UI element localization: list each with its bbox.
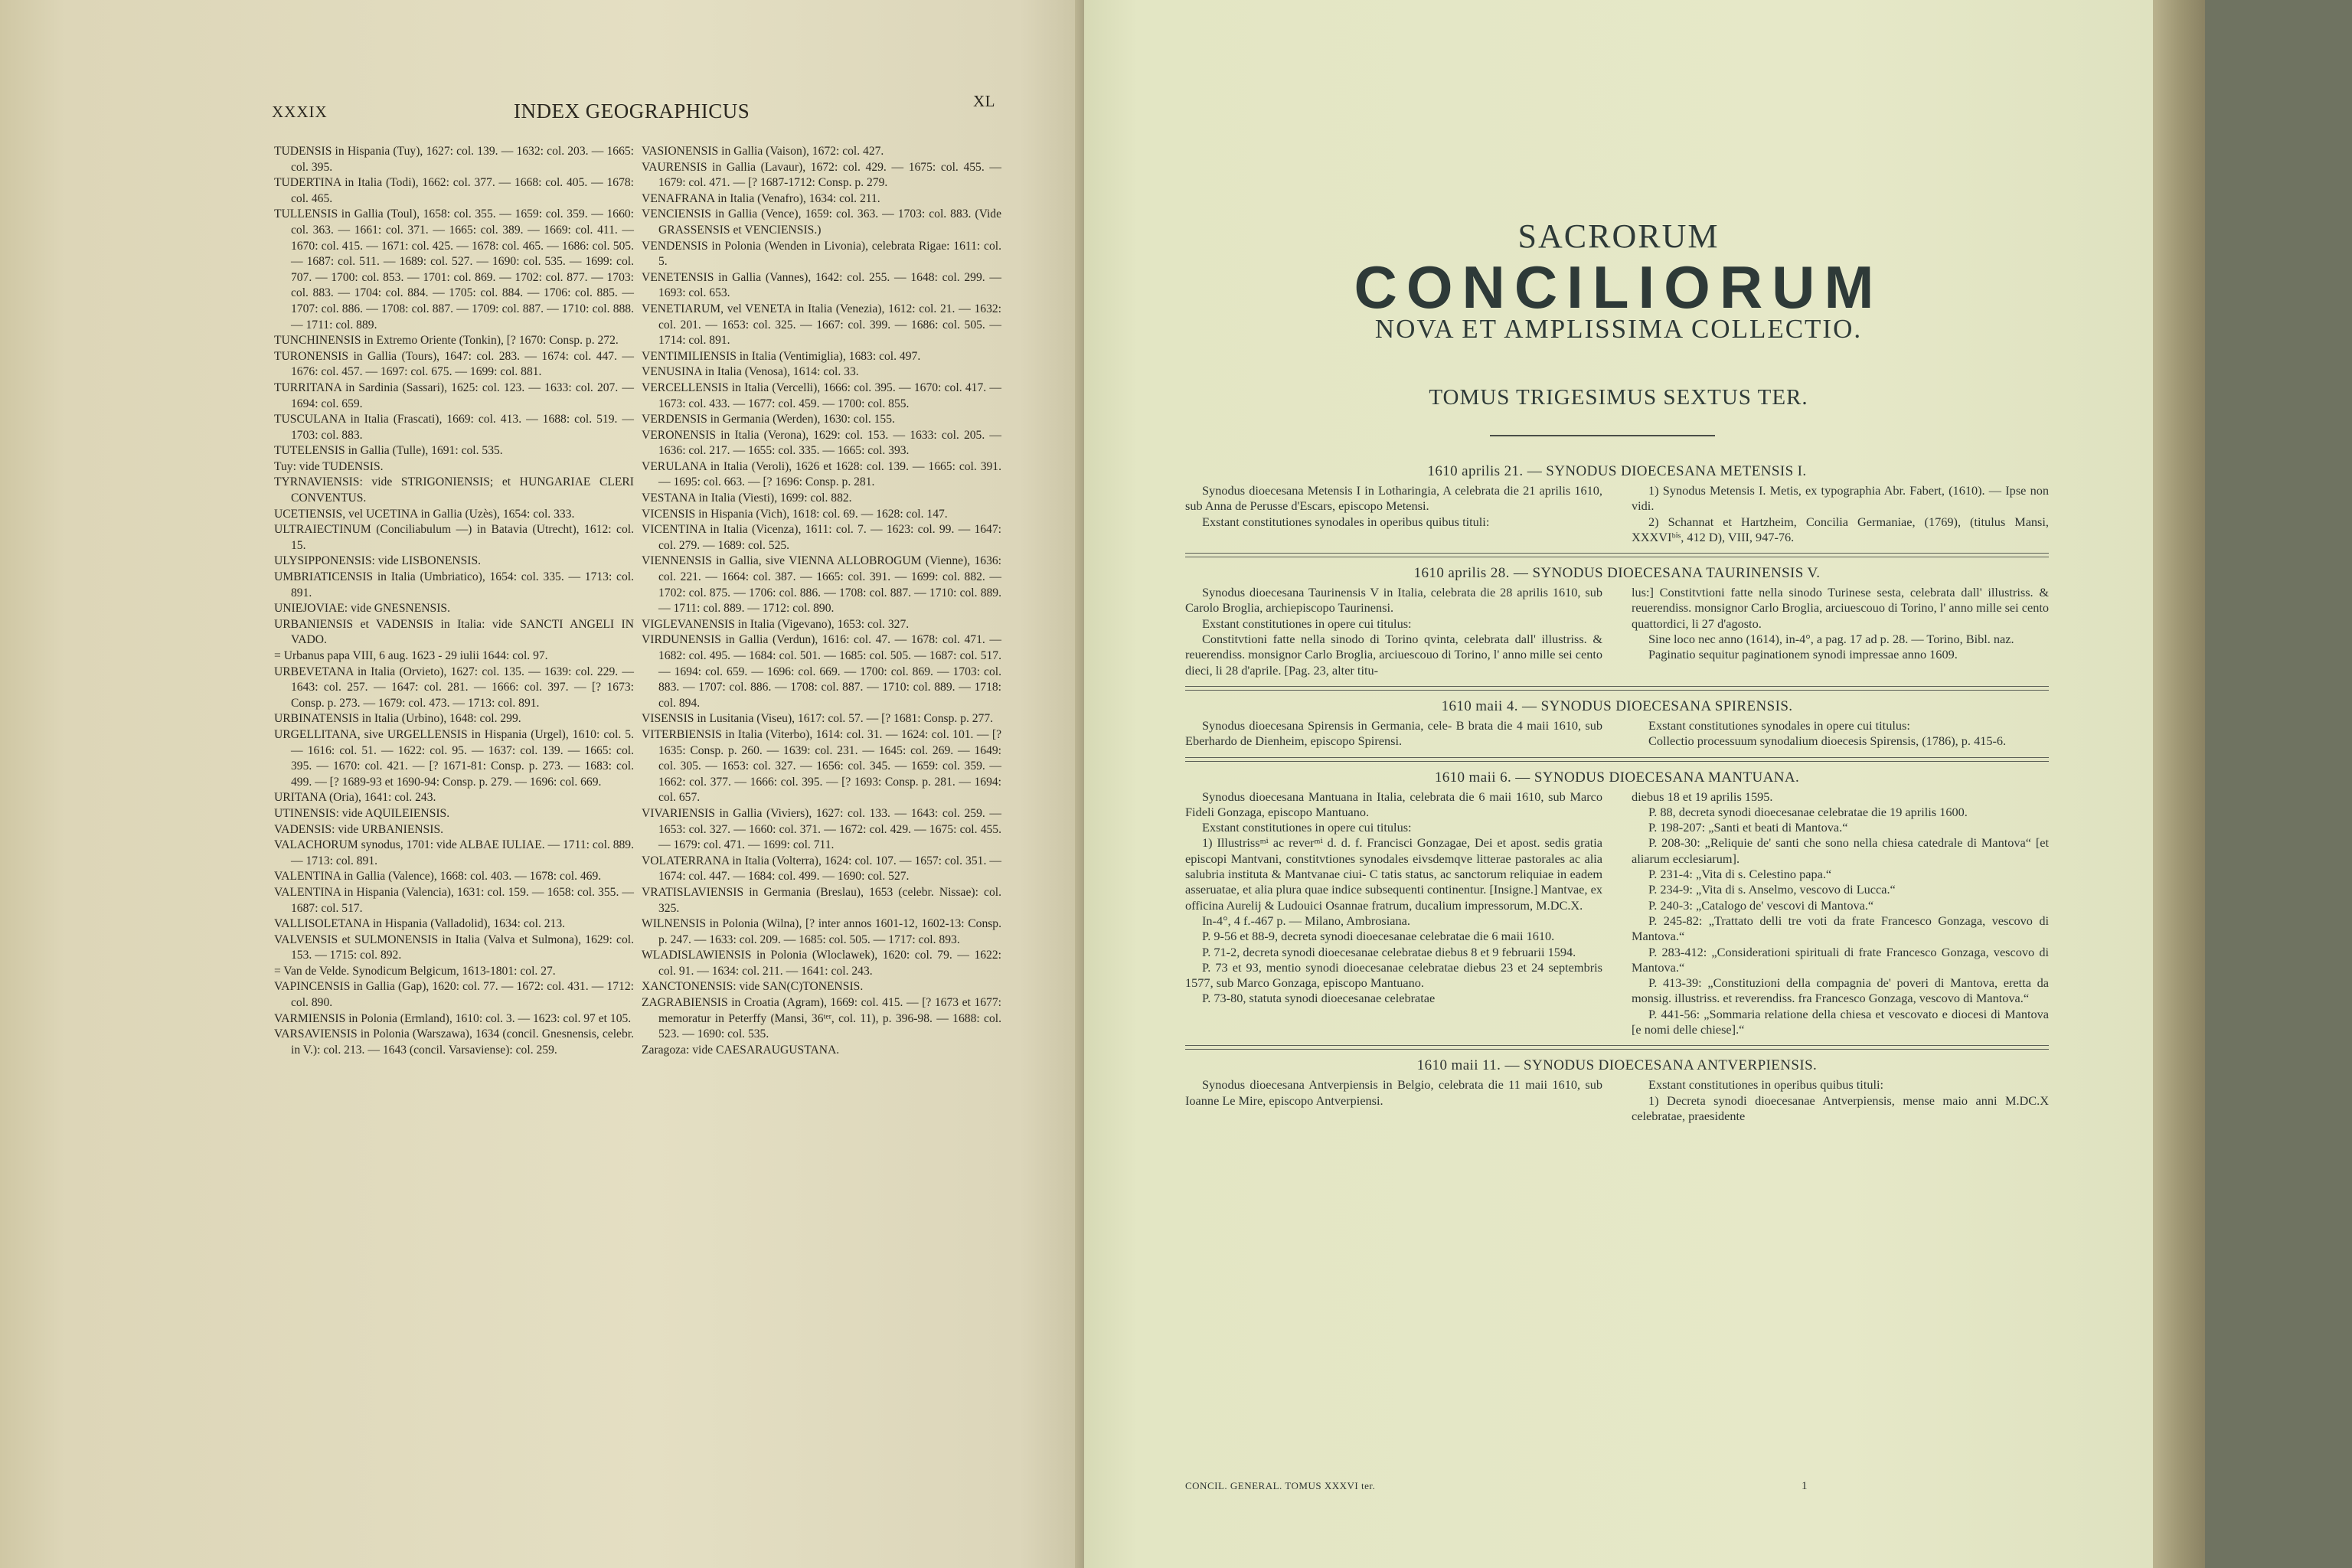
section-paragraph: Exstant constitutiones in operibus quibus tituli: (1648, 1077, 1884, 1093)
section-paragraph: Collectio processuum synodalium dioecesis Spirensis, (1786), p. 415-6. (1648, 733, 2007, 749)
book-edge (2153, 0, 2205, 1568)
left-page-header (272, 92, 995, 130)
index-entry: UMBRIATICENSIS in Italia (Umbriatico), 1654: col. 335. — 1713: col. 891. (274, 570, 634, 599)
section-paragraph: Sine loco nec anno (1614), in-4°, a pag. 17 ad p. 28. — Torino, Bibl. naz. (1648, 632, 2014, 647)
section-paragraph: 2) Schannat et Hartzheim, Concilia Germaniae, (1769), (titulus Mansi, XXXVIᵇⁱˢ, 412 D), VIII, 947-76. (1632, 514, 2049, 544)
section-heading: 1610 aprilis 21. — SYNODUS DIOECESANA METENSIS I. (1427, 463, 1807, 479)
index-entry: VESTANA in Italia (Viesti), 1699: col. 882. (642, 492, 852, 505)
section-divider (1185, 1045, 2049, 1050)
section-paragraph: Synodus dioecesana Mantuana in Italia, celebrata die 6 maii 1610, sub Marco Fideli Gonzaga, episcopo Mantuano. (1185, 789, 1602, 819)
section-paragraph: Paginatio sequitur paginationem synodi impressae anno 1609. (1648, 647, 1958, 662)
index-entry: ZAGRABIENSIS in Croatia (Agram), 1669: col. 415. — [? 1673 et 1677: memoratur in Peterffy (Mansi, 36ᵗᵉʳ, col. 11), p. 396-98. — 1688: col. 523. — 1690: col. 535. (642, 996, 1001, 1041)
synod-section (1185, 565, 2049, 678)
section-paragraph: Synodus dioecesana Spirensis in Germania, cele- B brata die 4 maii 1610, sub Eberhardo de Dienheim, episcopo Spirensi. (1185, 717, 1602, 749)
section-column-right (1632, 789, 2049, 1038)
section-column-right (1632, 585, 2049, 678)
page-footer (1185, 1480, 2049, 1492)
section-paragraph: P. 240-3: „Catalogo de' vescovi di Mantova.“ (1648, 897, 1874, 913)
index-entry: Tuy: vide TUDENSIS. (274, 459, 384, 473)
synod-section (1185, 463, 2049, 545)
section-column-left (1185, 789, 1602, 1038)
footer-signature: CONCIL. GENERAL. TOMUS XXXVI ter. (1185, 1480, 1376, 1491)
index-entry: VAURENSIS in Gallia (Lavaur), 1672: col. 429. — 1675: col. 455. — 1679: col. 471. — [? 1687-1712: Consp. p. 279. (642, 160, 1001, 190)
index-entry: VERONENSIS in Italia (Verona), 1629: col. 153. — 1633: col. 205. — 1636: col. 217. — 1655: col. 335. — 1665: col. 393. (642, 428, 1001, 458)
synod-section (1185, 1057, 2049, 1124)
index-entry: VARMIENSIS in Polonia (Ermland), 1610: col. 3. — 1623: col. 97 et 105. (274, 1011, 632, 1025)
index-entry: VALVENSIS et SULMONENSIS in Italia (Valva et Sulmona), 1629: col. 153. — 1715: col. 892. (274, 933, 634, 962)
section-paragraph: P. 9-56 et 88-9, decreta synodi dioecesanae celebratae die 6 maii 1610. (1202, 929, 1555, 944)
index-entry: TUNCHINENSIS in Extremo Oriente (Tonkin), [? 1670: Consp. p. 272. (274, 334, 619, 348)
page-number-right: XL (973, 92, 995, 110)
index-entry: URBEVETANA in Italia (Orvieto), 1627: col. 135. — 1639: col. 229. — 1643: col. 257. — 1647: col. 281. — 1666: col. 397. — [? 1673: Consp. p. 273. — 1679: col. 473. — 1713: col. 891. (274, 665, 634, 710)
section-paragraph: P. 441-56: „Sommaria relatione della chiesa et vescovato e diocesi di Mantova [e nomi delle chiese].“ (1632, 1006, 2049, 1037)
index-entry: VIVARIENSIS in Gallia (Viviers), 1627: col. 133. — 1643: col. 259. — 1653: col. 327. — 1660: col. 371. — 1672: col. 429. — 1675: col. 455. — 1679: col. 471. — 1699: col. 711. (642, 806, 1001, 852)
index-entry: ULTRAIECTINUM (Conciliabulum —) in Batavia (Utrecht), 1612: col. 15. (274, 523, 634, 552)
section-column-left (1185, 1077, 1602, 1124)
section-paragraph: 1) Synodus Metensis I. Metis, ex typographia Abr. Fabert, (1610). — Ipse non vidi. (1632, 483, 2049, 514)
section-paragraph: P. 283-412: „Considerationi spirituali di frate Francesco Gonzaga, vescovo di Mantova.“ (1632, 944, 2049, 975)
index-entry: VICENTINA in Italia (Vicenza), 1611: col. 7. — 1623: col. 99. — 1647: col. 279. — 1689: col. 525. (642, 523, 1001, 552)
section-paragraph: Synodus dioecesana Taurinensis V in Italia, celebrata die 28 aprilis 1610, sub Carolo Broglia, archiepiscopo Taurinensi. (1185, 585, 1602, 616)
section-paragraph: 1) Decreta synodi dioecesanae Antverpiensis, mense maio anni M.DC.X celebratae, praesidente (1632, 1093, 2049, 1123)
index-entry: = Urbanus papa VIII, 6 aug. 1623 - 29 iulii 1644: col. 97. (274, 649, 548, 662)
index-entry: TUDERTINA in Italia (Todi), 1662: col. 377. — 1668: col. 405. — 1678: col. 465. (274, 176, 634, 205)
synod-sections (1185, 463, 2049, 1130)
index-entry: VALENTINA in Hispania (Valencia), 1631: col. 159. — 1658: col. 355. — 1687: col. 517. (274, 885, 634, 915)
index-entry: VARSAVIENSIS in Polonia (Warszawa), 1634 (concil. Gnesnensis, celebr. in V.): col. 213. — 1643 (concil. Varsaviense): col. 259. (274, 1027, 634, 1057)
left-page (0, 0, 1084, 1568)
index-entry: VERCELLENSIS in Italia (Vercelli), 1666: col. 395. — 1670: col. 417. — 1673: col. 433. — 1677: col. 459. — 1700: col. 855. (642, 381, 1001, 410)
section-paragraph: P. 73 et 93, mentio synodi dioecesanae celebratae diebus 23 et 24 septembris 1577, sub Marco Gonzaga, episcopo Mantuano. (1185, 959, 1602, 991)
index-entry: VASIONENSIS in Gallia (Vaison), 1672: col. 427. (642, 145, 884, 158)
section-paragraph: Synodus dioecesana Antverpiensis in Belgio, celebrata die 11 maii 1610, sub Ioanne Le Mire, episcopo Antverpiensi. (1185, 1077, 1602, 1108)
section-column-left (1185, 483, 1602, 545)
index-entry: TYRNAVIENSIS: vide STRIGONIENSIS; et HUNGARIAE CLERI CONVENTUS. (274, 475, 634, 505)
section-heading: 1610 maii 6. — SYNODUS DIOECESANA MANTUANA. (1434, 769, 1800, 786)
title-conciliorum: CONCILIORUM (1354, 253, 1883, 321)
title-sacrorum: SACRORUM (1517, 217, 1720, 255)
index-entry: VALLISOLETANA in Hispania (Valladolid), 1634: col. 213. (274, 917, 566, 931)
section-heading: 1610 maii 4. — SYNODUS DIOECESANA SPIRENSIS. (1441, 697, 1793, 714)
section-paragraph: Exstant constitutiones in opere cui titulus: (1202, 616, 1412, 631)
index-entry: UTINENSIS: vide AQUILEIENSIS. (274, 806, 450, 820)
section-column-right (1632, 483, 2049, 545)
index-entry: VENUSINA in Italia (Venosa), 1614: col. 33. (642, 365, 859, 379)
index-entry: VITERBIENSIS in Italia (Viterbo), 1614: col. 31. — 1624: col. 101. — [? 1635: Consp. p. 260. — 1639: col. 231. — 1645: col. 269. — 1649: col. 305. — 1653: col. 327. — 1656: col. 345. — 1659: col. 359. — 1662: col. 377. — 1666: col. 395. — [? 1693: Consp. p. 281. — 1694: col. 657. (642, 727, 1001, 805)
index-entry: WLADISLAWIENSIS in Polonia (Wloclawek), 1620: col. 79. — 1622: col. 91. — 1634: col. 211. — 1641: col. 243. (642, 949, 1001, 978)
section-paragraph: P. 234-9: „Vita di s. Anselmo, vescovo di Lucca.“ (1648, 882, 1896, 897)
index-entry: VENETENSIS in Gallia (Vannes), 1642: col. 255. — 1648: col. 299. — 1693: col. 653. (642, 270, 1001, 300)
index-entry: VIGLEVANENSIS in Italia (Vigevano), 1653: col. 327. (642, 617, 910, 631)
index-entry: VRATISLAVIENSIS in Germania (Breslau), 1653 (celebr. Nissae): col. 325. (642, 885, 1001, 915)
index-entry: URBINATENSIS in Italia (Urbino), 1648: col. 299. (274, 712, 521, 726)
section-paragraph: P. 88, decreta synodi dioecesanae celebratae die 19 aprilis 1600. (1648, 804, 1968, 819)
index-entry: VERDENSIS in Germania (Werden), 1630: col. 155. (642, 413, 895, 426)
index-column-1 (274, 144, 634, 1058)
page-number-left: XXXIX (272, 103, 328, 121)
index-entry: TUDENSIS in Hispania (Tuy), 1627: col. 139. — 1632: col. 203. — 1665: col. 395. (274, 145, 634, 174)
section-paragraph: P. 198-207: „Santi et beati di Mantova.“ (1648, 820, 1848, 835)
index-entry: VENDENSIS in Polonia (Wenden in Livonia), celebrata Rigae: 1611: col. 5. (642, 239, 1001, 269)
index-entry: VOLATERRANA in Italia (Volterra), 1624: col. 107. — 1657: col. 351. — 1674: col. 447. — 1684: col. 499. — 1690: col. 527. (642, 854, 1001, 884)
section-paragraph: Exstant constitutiones synodales in opere cui titulus: (1648, 717, 1910, 733)
section-divider (1185, 757, 2049, 762)
index-entry: URBANIENSIS et VADENSIS in Italia: vide SANCTI ANGELI IN VADO. (274, 617, 634, 647)
index-entry: VENETIARUM, vel VENETA in Italia (Venezia), 1612: col. 21. — 1632: col. 201. — 1653: col. 325. — 1667: col. 399. — 1686: col. 505. — 1714: col. 891. (642, 302, 1001, 348)
index-entry: VAPINCENSIS in Gallia (Gap), 1620: col. 77. — 1672: col. 431. — 1712: col. 890. (274, 980, 634, 1010)
synod-section (1185, 769, 2049, 1038)
index-entry: TURRITANA in Sardinia (Sassari), 1625: col. 123. — 1633: col. 207. — 1694: col. 659. (274, 381, 634, 410)
running-title: INDEX GEOGRAPHICUS (514, 100, 750, 122)
title-collectio: NOVA ET AMPLISSIMA COLLECTIO. (1374, 314, 1863, 344)
section-divider (1185, 553, 2049, 557)
section-paragraph: Synodus dioecesana Metensis I in Lotharingia, A celebrata die 21 aprilis 1610, sub Anna de Perusse d'Escars, episcopo Metensi. (1185, 483, 1602, 514)
section-paragraph: Exstant constitutiones in opere cui titulus: (1202, 820, 1412, 835)
index-entry: VERULANA in Italia (Veroli), 1626 et 1628: col. 139. — 1665: col. 391. — 1695: col. 663. — [? 1696: Consp. p. 281. (642, 459, 1001, 489)
index-entry: VIRDUNENSIS in Gallia (Verdun), 1616: col. 47. — 1678: col. 471. — 1682: col. 495. — 1684: col. 501. — 1685: col. 505. — 1687: col. 517. — 1694: col. 659. — 1696: col. 669. — 1700: col. 869. — 1703: col. 883. — 1707: col. 886. — 1708: col. 887. — 1710: col. 889. — 1718: col. 894. (642, 633, 1001, 710)
index-entry: UNIEJOVIAE: vide GNESNENSIS. (274, 602, 450, 616)
section-paragraph: diebus 18 et 19 aprilis 1595. (1632, 789, 1773, 804)
section-paragraph: P. 245-82: „Trattato delli tre voti da frate Francesco Gonzaga, vescovo di Mantova.“ (1632, 913, 2049, 944)
index-entry: VENTIMILIENSIS in Italia (Ventimiglia), 1683: col. 497. (642, 349, 921, 363)
title-divider (1490, 435, 1715, 436)
section-divider (1185, 686, 2049, 691)
section-column-right (1632, 1077, 2049, 1124)
index-entry: Zaragoza: vide CAESARAUGUSTANA. (642, 1043, 840, 1057)
section-paragraph: P. 413-39: „Constituzioni della compagnia de' poveri di Mantova, eretta da monsig. illustriss. et reverendiss. fra Francesco Gonzaga, vescovo di Mantova.“ (1632, 975, 2049, 1006)
index-entry: TUTELENSIS in Gallia (Tulle), 1691: col. 535. (274, 444, 503, 458)
index-entry: VADENSIS: vide URBANIENSIS. (274, 822, 444, 836)
index-entry: URITANA (Oria), 1641: col. 243. (274, 791, 436, 805)
section-paragraph: In-4°, 4 f.-467 p. — Milano, Ambrosiana. (1202, 913, 1410, 928)
section-paragraph: Constitvtioni fatte nella sinodo di Torino qvinta, celebrata dall' illustriss. & reuerendiss. monsignor Carlo Broglia, arciuescouo di Torino, l' anno mille sei cento dieci, li 28 d'aprile. [Pag. 23, alter titu- (1185, 632, 1602, 678)
index-column-2 (642, 144, 1001, 1058)
section-paragraph: Exstant constitutiones synodales in operibus quibus tituli: (1202, 514, 1490, 529)
index-entry: TURONENSIS in Gallia (Tours), 1647: col. 283. — 1674: col. 447. — 1676: col. 457. — 1697: col. 675. — 1699: col. 881. (274, 349, 634, 379)
tome-label: TOMUS TRIGESIMUS SEXTUS TER. (1429, 385, 1808, 410)
synod-section (1185, 698, 2049, 750)
index-entry: VENCIENSIS in Gallia (Vence), 1659: col. 363. — 1703: col. 883. (Vide GRASSENSIS et VENCIENSIS.) (642, 207, 1001, 237)
index-entry: VISENSIS in Lusitania (Viseu), 1617: col. 57. — [? 1681: Consp. p. 277. (642, 712, 994, 726)
section-paragraph: P. 208-30: „Reliquie de' santi che sono nella chiesa catedrale di Mantova“ [et aliarum ecclesiarum]. (1632, 835, 2049, 866)
section-paragraph: P. 231-4: „Vita di s. Celestino papa.“ (1648, 867, 1832, 882)
index-entry: TULLENSIS in Gallia (Toul), 1658: col. 355. — 1659: col. 359. — 1660: col. 363. — 1661: col. 371. — 1665: col. 389. — 1669: col. 411. — 1670: col. 415. — 1671: col. 425. — 1678: col. 465. — 1686: col. 505. — 1687: col. 511. — 1689: col. 527. — 1690: col. 535. — 1699: col. 707. — 1700: col. 853. — 1701: col. 869. — 1702: col. 877. — 1703: col. 883. — 1704: col. 884. — 1705: col. 884. — 1706: col. 885. — 1707: col. 886. — 1708: col. 887. — 1709: col. 887. — 1710: col. 888. — 1711: col. 889. (274, 207, 634, 332)
index-entry: URGELLITANA, sive URGELLENSIS in Hispania (Urgel), 1610: col. 5. — 1616: col. 51. — 1622: col. 95. — 1637: col. 139. — 1665: col. 395. — 1670: col. 421. — [? 1671-81: Consp. p. 273. — 1683: col. 499. — [? 1689-93 et 1690-94: Consp. p. 279. — 1696: col. 669. (274, 727, 634, 789)
right-page (1084, 0, 2153, 1568)
section-heading: 1610 aprilis 28. — SYNODUS DIOECESANA TAURINENSIS V. (1413, 565, 1821, 582)
footer-page-number: 1 (1802, 1480, 1808, 1492)
section-paragraph: 1) Illustrissᵐⁱ ac reverᵐⁱ d. d. f. Francisci Gonzagae, Dei et apost. sedis gratia episcopi Mantvani, constitvtiones synodales eivsdemqve litterae pastorales ac alia salubria instituta & Mantvanae ciui- C tatis status, ac sanctorum reliquiae in eadem asseruatae, et alia plura quae indice subsequenti continentur. [Insigne.] Mantvae, ex officina Aurelij & Ludouici Osannae fratrum, ducalium impressorum, M.DC.X. (1185, 835, 1602, 913)
section-paragraph: P. 71-2, decreta synodi dioecesanae celebratae diebus 8 et 9 februarii 1594. (1202, 944, 1576, 959)
index-entry: VALACHORUM synodus, 1701: vide ALBAE IULIAE. — 1711: col. 889. — 1713: col. 891. (274, 838, 634, 867)
section-paragraph: P. 73-80, statuta synodi dioecesanae celebratae (1202, 991, 1436, 1006)
index-entry: WILNENSIS in Polonia (Wilna), [? inter annos 1601-12, 1602-13: Consp. p. 247. — 1633: col. 209. — 1685: col. 505. — 1717: col. 893. (642, 917, 1001, 946)
index-entry: VALENTINA in Gallia (Valence), 1668: col. 403. — 1678: col. 469. (274, 870, 602, 884)
background-surface (2205, 0, 2352, 1568)
section-column-left (1185, 718, 1602, 750)
index-entry: VICENSIS in Hispania (Vich), 1618: col. 69. — 1628: col. 147. (642, 507, 948, 521)
index-entry: ULYSIPPONENSIS: vide LISBONENSIS. (274, 554, 482, 568)
index-entry: UCETIENSIS, vel UCETINA in Gallia (Uzès), 1654: col. 333. (274, 507, 575, 521)
section-column-right (1632, 718, 2049, 750)
index-entry: XANCTONENSIS: vide SAN(C)TONENSIS. (642, 980, 864, 994)
index-entry: TUSCULANA in Italia (Frascati), 1669: col. 413. — 1688: col. 519. — 1703: col. 883. (274, 413, 634, 442)
section-column-left (1185, 585, 1602, 678)
section-paragraph: lus:] Constitvtioni fatte nella sinodo Turinese sesta, celebrata dall' illustriss. & reuerendiss. monsignor Carlo Broglia, arciuescouo di Torino, l' anno mille sei cento quattordici, li 27 d'agosto. (1632, 585, 2049, 631)
index-entry: VENAFRANA in Italia (Venafro), 1634: col. 211. (642, 191, 880, 205)
index-entry: VIENNENSIS in Gallia, sive VIENNA ALLOBROGUM (Vienne), 1636: col. 221. — 1664: col. 387. — 1665: col. 391. — 1699: col. 882. — 1702: col. 875. — 1706: col. 886. — 1708: col. 887. — 1710: col. 889. — 1711: col. 889. — 1712: col. 890. (642, 554, 1001, 616)
index-entry: = Van de Velde. Synodicum Belgicum, 1613-1801: col. 27. (274, 964, 556, 978)
section-heading: 1610 maii 11. — SYNODUS DIOECESANA ANTVERPIENSIS. (1416, 1057, 1818, 1074)
